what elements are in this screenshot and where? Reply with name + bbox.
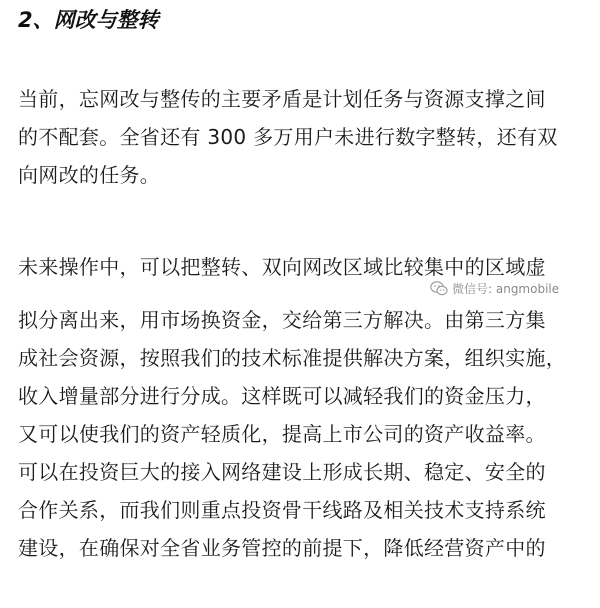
paragraph-2-line-2: 拟分离出来，用市场换资金，交给第三方解决。由第三方集 [18,308,546,332]
paragraph-2-line-6: 可以在投资巨大的接入网络建设上形成长期、稳定、安全的 [18,460,546,484]
paragraph-2-line-7: 合作关系，而我们则重点投资骨干线路及相关技术支持系统 [18,498,546,522]
section-heading: 2、网改与整转 [18,8,159,32]
wechat-icon [430,281,448,296]
paragraph-2-line-1: 未来操作中，可以把整转、双向网改区域比较集中的区域虚 [18,255,546,279]
paragraph-2-line-5: 又可以使我们的资产轻质化，提高上市公司的资产收益率。 [18,422,546,446]
paragraph-1-line-1: 当前，忘网改与整传的主要矛盾是计划任务与资源支撑之间 [18,87,546,111]
paragraph-2-line-4: 收入增量部分进行分成。这样既可以减轻我们的资金压力， [18,384,546,408]
paragraph-2-line-3: 成社会资源，按照我们的技术标准提供解决方案，组织实施， [18,346,567,370]
paragraph-1 [18,80,590,194]
paragraph-2-line-8: 建设，在确保对全省业务管控的前提下，降低经营资产中的 [18,536,546,560]
watermark [430,280,559,297]
paragraph-1-line-3: 向网改的任务。 [18,163,161,187]
paragraph-1-line-2: 的不配套。全省还有 300 多万用户未进行数字整转，还有双 [18,125,558,149]
watermark-text: 微信号: angmobile [452,282,560,296]
